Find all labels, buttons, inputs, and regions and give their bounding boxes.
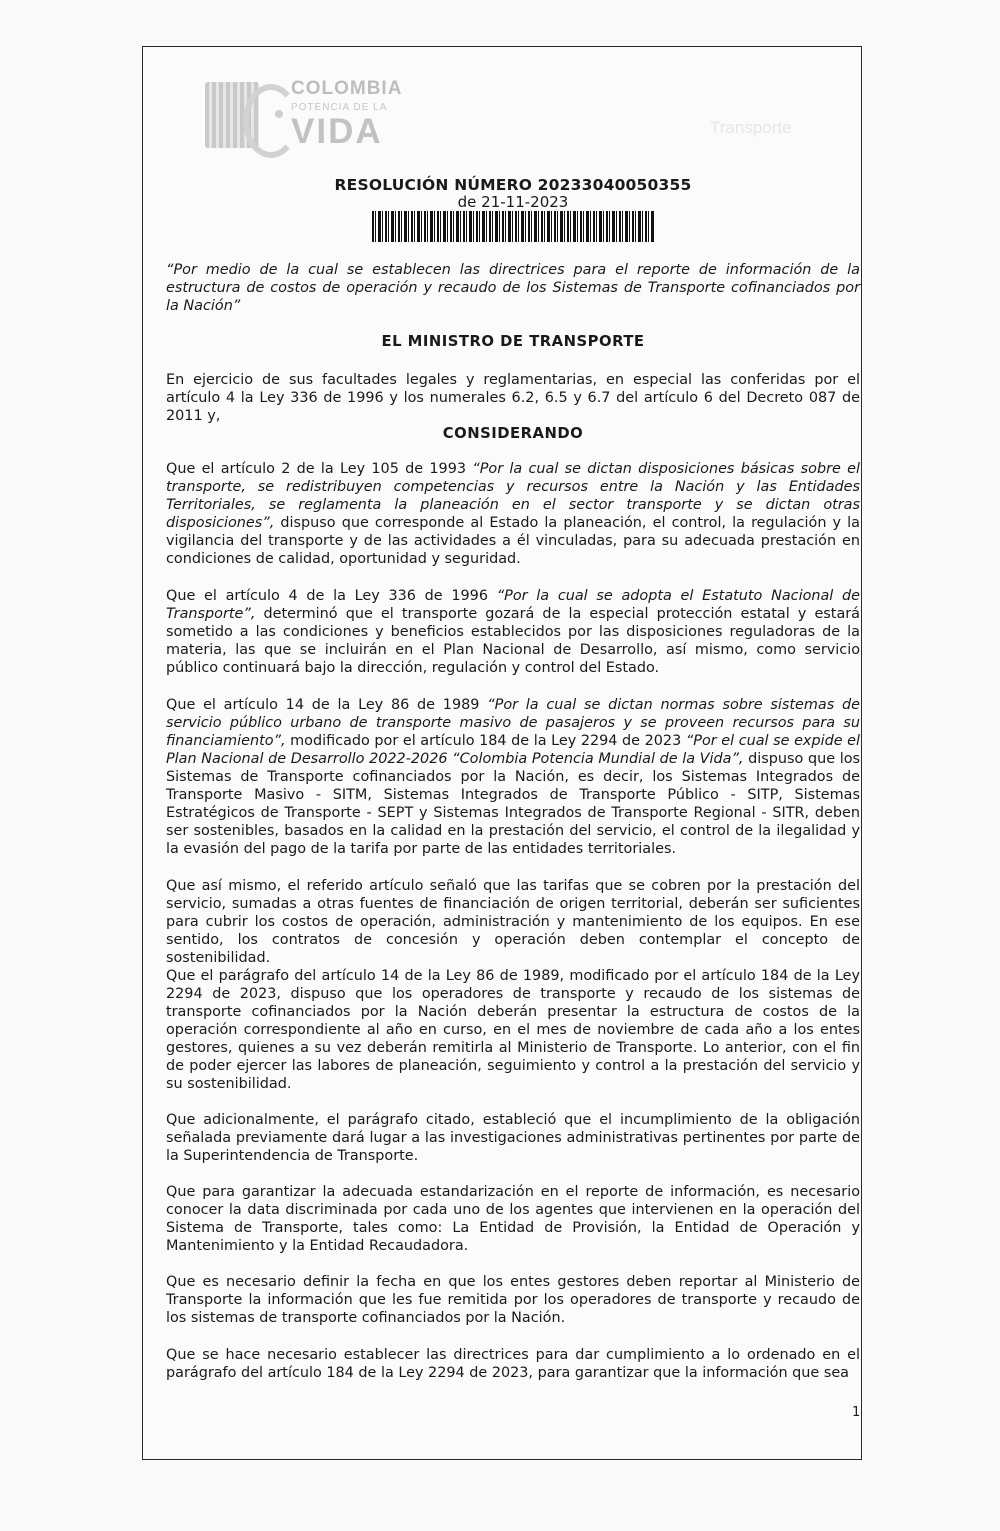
- colombia-potencia-de-la-vida-logo: [205, 74, 405, 154]
- barcode: [372, 211, 654, 242]
- considerando-paragraph-1: Que el artículo 2 de la Ley 105 de 1993 “Por la cual se dictan disposiciones básicas sobre el transporte, se redistribuyen competencias y recursos entre la Nación y las Entidades Territoriales, se reglamenta la planeación en el sector transporte y se dictan otras disposiciones”, dispuso que corresponde al Estado la planeación, el control, la regulación y la vigilancia del transporte y de las actividades a él vinculadas, para su adecuada prestación en condiciones de calidad, oportunidad y seguridad.: [166, 461, 860, 567]
- resolution-subject: “Por medio de la cual se establecen las directrices para el reporte de información de la estructura de costos de operación y recaudo de los Sistemas de Transporte cofinanciados por la Nación”: [166, 262, 860, 314]
- considerando-paragraph-3: Que el artículo 14 de la Ley 86 de 1989 “Por la cual se dictan normas sobre sistemas de servicio público urbano de transporte masivo de pasajeros y se proveen recursos para su financiamiento”, modificado por el artículo 184 de la Ley 2294 de 2023 “Por el cual se expide el Plan Nacional de Desarrollo 2022-2026 “Colombia Potencia Mundial de la Vida”, dispuso que los Sistemas de Transporte cofinanciados por la Nación, es decir, los Sistemas Integrados de Transporte Masivo - SITM, Sistemas Integrados de Transporte Público - SITP, Sistemas Estratégicos de Transporte - SEPT y Sistemas Integrados de Transporte Regional - SITR, deben ser sostenibles, basados en la calidad en la prestación del servicio, el control de la ilegalidad y la evasión del pago de la tarifa por parte de las entidades territoriales.: [166, 697, 860, 857]
- faint-ministry-mark: Transporte: [710, 118, 792, 137]
- page-number: 1: [852, 1405, 861, 1420]
- considerando-heading: CONSIDERANDO: [442, 425, 584, 442]
- considerando-paragraph-6: Que adicionalmente, el parágrafo citado, estableció que el incumplimiento de la obligación señalada previamente dará lugar a las investigaciones administrativas pertinentes por parte de la Superintendencia de Transporte.: [166, 1112, 860, 1164]
- resolution-date: de 21-11-2023: [457, 193, 569, 211]
- logo-line-1: COLOMBIA: [291, 78, 403, 99]
- considerando-paragraph-2: Que el artículo 4 de la Ley 336 de 1996 “Por la cual se adopta el Estatuto Nacional de Transporte”, determinó que el transporte gozará de la especial protección estatal y estará sometido a las condiciones y beneficios establecidos por las disposiciones reguladoras de la materia, las que se incluirán en el Plan Nacional de Desarrollo, así mismo, como servicio público continuará bajo la dirección, regulación y control del Estado.: [166, 588, 861, 676]
- considerando-paragraph-8: Que es necesario definir la fecha en que los entes gestores deben reportar al Ministerio de Transporte la información que les fue remitida por los operadores de transporte y recaudo de los sistemas de transporte cofinanciados por la Nación.: [166, 1274, 860, 1326]
- resolution-title: RESOLUCIÓN NÚMERO 20233040050355: [334, 176, 692, 194]
- logo-line-2: POTENCIA DE LA: [291, 102, 388, 113]
- issuer-heading: EL MINISTRO DE TRANSPORTE: [381, 333, 645, 350]
- preamble: En ejercicio de sus facultades legales y reglamentarias, en especial las conferidas por el artículo 4 la Ley 336 de 1996 y los numerales 6.2, 6.5 y 6.7 del artículo 6 del Decreto 087 de 2011 y,: [166, 372, 860, 424]
- considerando-paragraph-5: Que el parágrafo del artículo 14 de la Ley 86 de 1989, modificado por el artículo 184 de la Ley 2294 de 2023, dispuso que los operadores de transporte y recaudo de los sistemas de transporte cofinanciados por la Nación deberán presentar la estructura de costos de la operación correspondiente al año en curso, en el mes de noviembre de cada año a los entes gestores, quienes a su vez deberán remitirla al Ministerio de Transporte. Lo anterior, con el fin de poder ejercer las labores de planeación, seguimiento y control a la prestación del servicio y su sostenibilidad.: [166, 968, 860, 1092]
- considerando-paragraph-7: Que para garantizar la adecuada estandarización en el reporte de información, es necesario conocer la data discriminada por cada uno de los agentes que intervienen en la operación del Sistema de Transporte, tales como: La Entidad de Provisión, la Entidad de Operación y Mantenimiento y la Entidad Recaudadora.: [166, 1184, 860, 1254]
- logo-line-3: VIDA: [291, 112, 383, 151]
- logo-dot: [275, 110, 283, 118]
- considerando-paragraph-9: Que se hace necesario establecer las directrices para dar cumplimiento a lo ordenado en el parágrafo del artículo 184 de la Ley 2294 de 2023, para garantizar que la información que sea: [166, 1347, 860, 1381]
- considerando-paragraph-4: Que así mismo, el referido artículo señaló que las tarifas que se cobren por la prestación del servicio, sumadas a otras fuentes de financiación de origen territorial, deberán ser suficientes para cubrir los costos de operación, administración y mantenimiento de los equipos. En ese sentido, los contratos de concesión y operación deben contemplar el concepto de sostenibilidad.: [166, 878, 860, 966]
